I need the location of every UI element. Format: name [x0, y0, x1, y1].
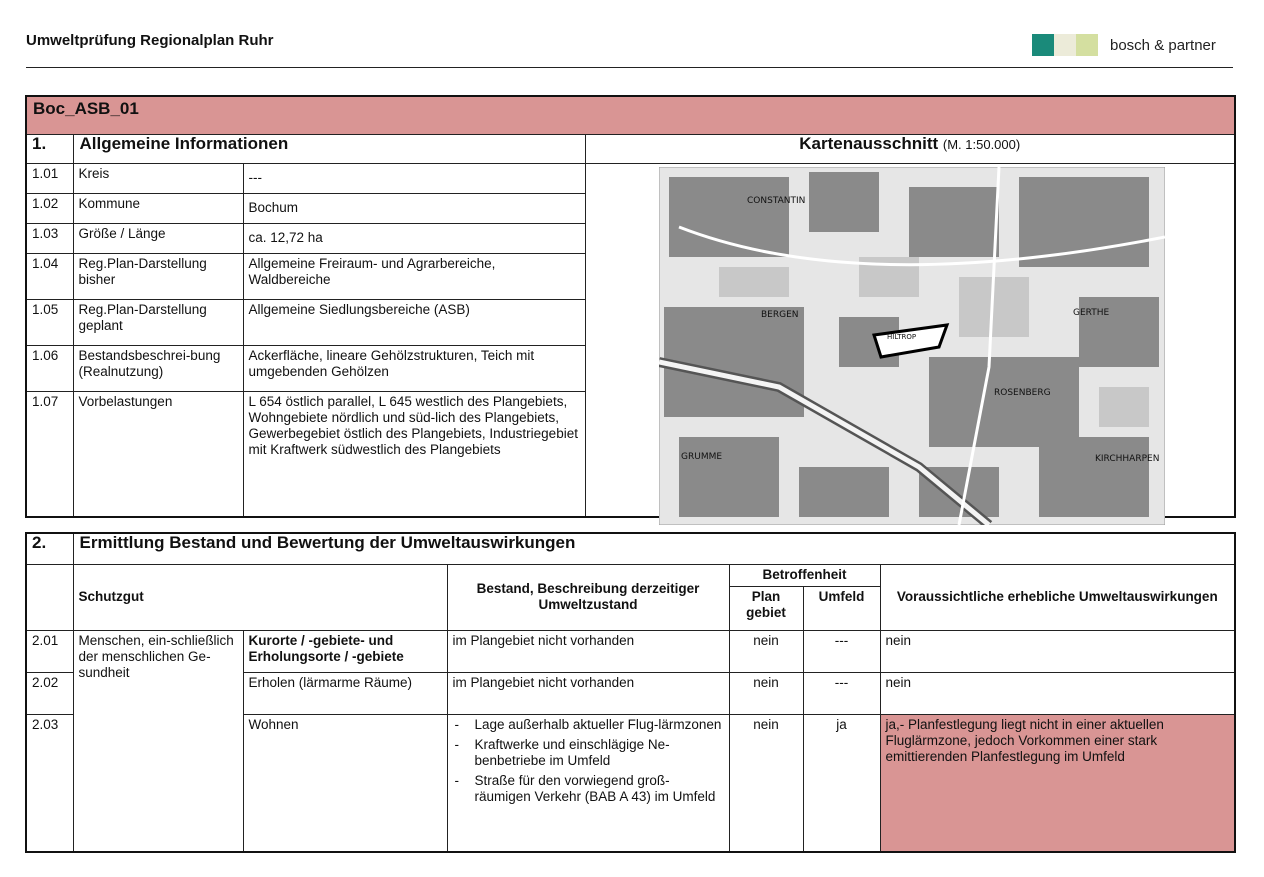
- plan-cell: nein: [729, 714, 803, 852]
- col-header-bestand: Bestand, Beschreibung derzeitiger Umweltzustand: [447, 564, 729, 630]
- row-value: Bochum: [243, 193, 585, 223]
- col-header-umfeld: Umfeld: [803, 586, 880, 630]
- header-divider: [26, 67, 1233, 68]
- row-label: Reg.Plan-Darstellung geplant: [73, 299, 243, 345]
- row-value: ---: [243, 163, 585, 193]
- row-value: Allgemeine Siedlungsbereiche (ASB): [243, 299, 585, 345]
- bestand-cell: im Plangebiet nicht vorhanden: [447, 630, 729, 672]
- general-info-table: [25, 95, 1236, 518]
- schutzgut-sub: Erholen (lärmarme Räume): [243, 672, 447, 714]
- row-label: Größe / Länge: [73, 223, 243, 253]
- umfeld-cell: ja: [803, 714, 880, 852]
- map-label: BERGEN: [760, 309, 799, 320]
- row-label: Kommune: [73, 193, 243, 223]
- row-label: Reg.Plan-Darstellung bisher: [73, 253, 243, 299]
- plan-cell: nein: [729, 672, 803, 714]
- record-id: Boc_ASB_01: [26, 96, 1235, 134]
- row-num: 1.03: [26, 223, 73, 253]
- row-num: 2.03: [26, 714, 73, 852]
- row-num: 1.07: [26, 391, 73, 517]
- logo-block-lime: [1076, 34, 1098, 56]
- map-label: ROSENBERG: [993, 387, 1051, 398]
- map-title-text: Kartenausschnitt: [799, 133, 939, 153]
- row-label: Bestandsbeschrei-bung (Realnutzung): [73, 345, 243, 391]
- logo-block-teal: [1032, 34, 1054, 56]
- auswirkung-cell: nein: [880, 672, 1235, 714]
- col-header-plan: Plan gebiet: [729, 586, 803, 630]
- row-num: 1.05: [26, 299, 73, 345]
- col-header-schutzgut: Schutzgut: [73, 564, 447, 630]
- list-item: - Lage außerhalb aktueller Flug-lärmzonen: [453, 717, 724, 733]
- row-num: 1.04: [26, 253, 73, 299]
- row-num: 1.06: [26, 345, 73, 391]
- row-value: Ackerfläche, lineare Gehölzstrukturen, Teich mit umgebenden Gehölzen: [243, 345, 585, 391]
- row-num: 2.02: [26, 672, 73, 714]
- company-logo: [1032, 34, 1216, 56]
- schutzgut-sub: Kurorte / -gebiete- und Erholungsorte / -gebiete: [243, 630, 447, 672]
- row-num: 2.01: [26, 630, 73, 672]
- map-title: [585, 134, 1235, 163]
- list-item: - Kraftwerke und einschlägige Ne-benbetriebe im Umfeld: [453, 737, 724, 769]
- col-header-auswirkungen: Voraussichtliche erhebliche Umweltauswirkungen: [880, 564, 1235, 630]
- logo-text: bosch & partner: [1110, 36, 1216, 54]
- row-value: Allgemeine Freiraum- und Agrarbereiche, Waldbereiche: [243, 253, 585, 299]
- header-empty: [26, 564, 73, 630]
- section1-title: Allgemeine Informationen: [73, 134, 585, 163]
- auswirkung-cell-highlighted: ja,- Planfestlegung liegt nicht in einer aktuellen Fluglärmzone, jedoch Vorkommen einer stark emittierenden Planfestlegung im Umfeld: [880, 714, 1235, 852]
- bestand-cell: im Plangebiet nicht vorhanden: [447, 672, 729, 714]
- section2-title: Ermittlung Bestand und Bewertung der Umweltauswirkungen: [73, 533, 1235, 564]
- document-title: Umweltprüfung Regionalplan Ruhr: [26, 32, 274, 49]
- row-value: ca. 12,72 ha: [243, 223, 585, 253]
- map-label: GRUMME: [680, 451, 722, 462]
- plan-cell: nein: [729, 630, 803, 672]
- umfeld-cell: ---: [803, 630, 880, 672]
- row-value: L 654 östlich parallel, L 645 westlich des Plangebiets, Wohngebiete nördlich und süd-lich des Plangebiets, Gewerbegebiet östlich des Plangebiets, Industriegebiet mit Kraftwerk südwestlich des Plangebiets: [243, 391, 585, 517]
- umfeld-cell: ---: [803, 672, 880, 714]
- schutzgut-group: Menschen, ein-schließlich der menschlichen Ge-sundheit: [73, 630, 243, 852]
- row-num: 1.02: [26, 193, 73, 223]
- row-label: Kreis: [73, 163, 243, 193]
- bestand-list: [453, 717, 724, 805]
- schutzgut-sub: Wohnen: [243, 714, 447, 852]
- section2-number: 2.: [26, 533, 73, 564]
- map-label: HILTROP: [886, 332, 916, 341]
- map-excerpt: [585, 163, 1235, 517]
- bestand-cell: [447, 714, 729, 852]
- map-label: KIRCHHARPEN: [1094, 453, 1159, 464]
- list-item: - Straße für den vorwiegend groß-räumigen Verkehr (BAB A 43) im Umfeld: [453, 773, 724, 805]
- map-image: [659, 167, 1165, 525]
- impact-assessment-table: [25, 532, 1236, 853]
- logo-block-cream: [1054, 34, 1076, 56]
- map-label: CONSTANTIN: [746, 195, 805, 206]
- row-num: 1.01: [26, 163, 73, 193]
- map-scale: (M. 1:50.000): [942, 136, 1021, 152]
- col-header-betroffenheit: Betroffenheit: [729, 564, 880, 586]
- section1-number: 1.: [26, 134, 73, 163]
- map-label: GERTHE: [1072, 307, 1109, 318]
- auswirkung-cell: nein: [880, 630, 1235, 672]
- row-label: Vorbelastungen: [73, 391, 243, 517]
